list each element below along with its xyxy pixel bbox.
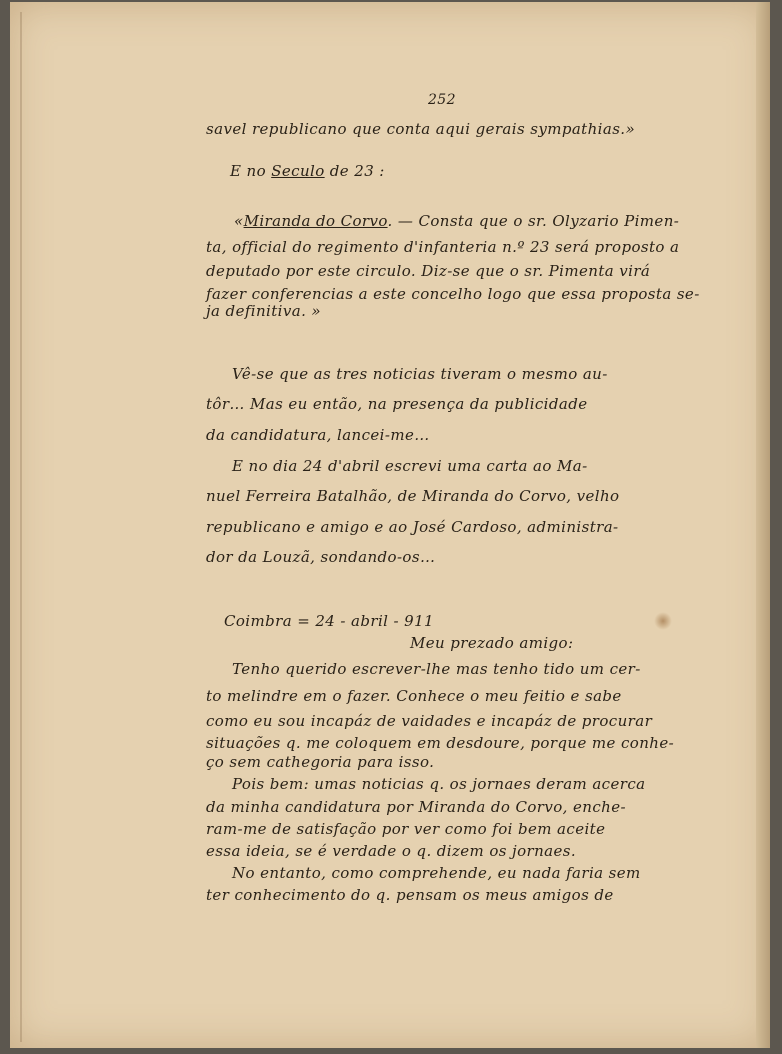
letter-salutation: Meu prezado amigo: — [410, 634, 574, 652]
ink-stain — [654, 612, 672, 630]
text-line: No entanto, como comprehende, eu nada faria sem — [232, 864, 641, 882]
binding-edge — [20, 12, 22, 1042]
text-line: Vê-se que as tres noticias tiveram o mesmo au- — [232, 365, 608, 383]
text-line: Tenho querido escrever-lhe mas tenho tido um cer- — [232, 660, 641, 678]
text-line: E no dia 24 d'abril escrevi uma carta ao Ma- — [232, 457, 588, 475]
manuscript-page — [10, 2, 770, 1048]
page-number: 252 — [428, 92, 456, 108]
text-line: ta, official do regimento d'infanteria n.º 23 será proposto a — [206, 238, 680, 256]
text-line: Pois bem: umas noticias q. os jornaes deram acerca — [232, 775, 646, 793]
text-line: situações q. me coloquem em desdoure, porque me conhe- — [206, 734, 675, 752]
letter-date: Coimbra = 24 - abril - 911 — [224, 612, 434, 630]
text-line: como eu sou incapáz de vaidades e incapáz de procurar — [206, 712, 653, 730]
text-line: essa ideia, se é verdade o q. dizem os jornaes. — [206, 842, 577, 860]
text-line: «Miranda do Corvo. — Consta que o sr. Olyzario Pimen- — [234, 212, 680, 230]
text-line: to melindre em o fazer. Conhece o meu feitio e sabe — [206, 687, 622, 705]
text-line: E no Seculo de 23 : — [230, 162, 385, 180]
newspaper-title: Seculo — [271, 162, 325, 180]
text-line: da minha candidatura por Miranda do Corvo, enche- — [206, 798, 626, 816]
text-line: dor da Louzã, sondando-os… — [206, 548, 436, 566]
text-line: fazer conferencias a este concelho logo que essa proposta se- — [206, 285, 700, 303]
text-line: deputado por este circulo. Diz-se que o sr. Pimenta virá — [206, 262, 651, 280]
text-line: ram-me de satisfação por ver como foi bem aceite — [206, 820, 606, 838]
page-edge — [756, 2, 770, 1048]
text-line: republicano e amigo e ao José Cardoso, administra- — [206, 518, 619, 536]
text-line: ja definitiva. » — [206, 302, 322, 320]
text-line: da candidatura, lancei-me… — [206, 426, 430, 444]
text-line: ço sem cathegoria para isso. — [206, 753, 435, 771]
text-line: savel republicano que conta aqui gerais sympathias.» — [206, 120, 636, 138]
place-heading: Miranda do Corvo — [243, 212, 388, 230]
text-line: ter conhecimento do q. pensam os meus amigos de — [206, 886, 614, 904]
text-line: nuel Ferreira Batalhão, de Miranda do Corvo, velho — [206, 487, 620, 505]
text-line: tôr… Mas eu então, na presença da publicidade — [206, 395, 588, 413]
